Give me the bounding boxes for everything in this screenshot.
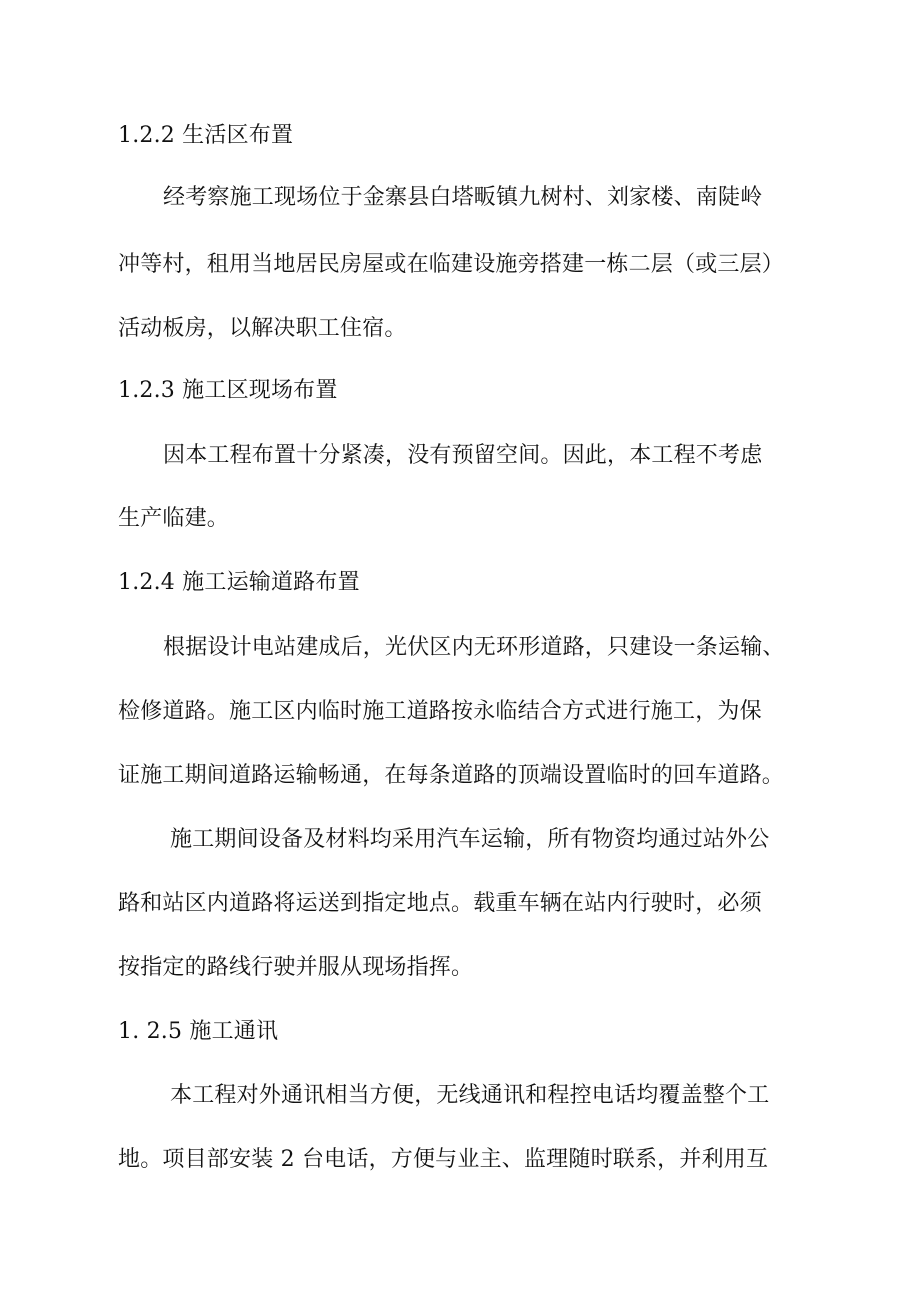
paragraph-line: 路和站区内道路将运送到指定地点。载重车辆在站内行驶时，必须: [118, 891, 762, 916]
paragraph-line: 根据设计电站建成后，光伏区内无环形道路，只建设一条运输、: [163, 635, 785, 660]
paragraph-line: 经考察施工现场位于金寨县白塔畈镇九树村、刘家楼、南陡岭: [163, 185, 763, 210]
section-heading-1-2-2: 1.2.2 生活区布置: [118, 123, 294, 148]
paragraph-line: 按指定的路线行驶并服从现场指挥。: [118, 955, 474, 980]
section-heading-1-2-3: 1.2.3 施工区现场布置: [118, 378, 338, 403]
paragraph-line: 生产临建。: [118, 506, 230, 531]
paragraph-line: 证施工期间道路运输畅通，在每条道路的顶端设置临时的回车道路。: [118, 763, 785, 788]
paragraph-line: 因本工程布置十分紧凑，没有预留空间。因此，本工程不考虑: [163, 443, 763, 468]
paragraph-line: 检修道路。施工区内临时施工道路按永临结合方式进行施工，为保: [118, 699, 762, 724]
paragraph-line: 施工期间设备及材料均采用汽车运输，所有物资均通过站外公: [170, 827, 770, 852]
section-heading-1-2-4: 1.2.4 施工运输道路布置: [118, 570, 360, 595]
paragraph-line: 活动板房，以解决职工住宿。: [118, 316, 407, 341]
section-heading-1-2-5: 1. 2.5 施工通讯: [118, 1019, 279, 1044]
paragraph-line: 本工程对外通讯相当方便，无线通讯和程控电话均覆盖整个工: [170, 1083, 770, 1108]
paragraph-line: 地。项目部安装 2 台电话，方便与业主、监理随时联系，并利用互: [118, 1147, 769, 1172]
paragraph-line: 冲等村，租用当地居民房屋或在临建设施旁搭建一栋二层（或三层）: [118, 252, 785, 277]
